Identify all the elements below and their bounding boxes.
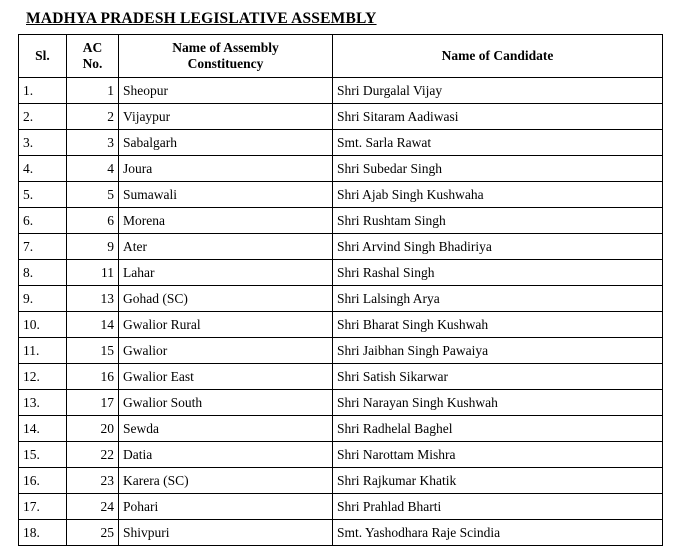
cell-sl: 9. xyxy=(19,286,67,312)
cell-candidate: Shri Bharat Singh Kushwah xyxy=(333,312,663,338)
cell-sl: 17. xyxy=(19,494,67,520)
cell-ac-no: 23 xyxy=(67,468,119,494)
cell-ac-no: 25 xyxy=(67,520,119,546)
cell-sl: 1. xyxy=(19,78,67,104)
cell-candidate: Shri Arvind Singh Bhadiriya xyxy=(333,234,663,260)
column-header-candidate: Name of Candidate xyxy=(333,35,663,78)
cell-ac-no: 11 xyxy=(67,260,119,286)
cell-ac-no: 4 xyxy=(67,156,119,182)
cell-candidate: Shri Jaibhan Singh Pawaiya xyxy=(333,338,663,364)
cell-constituency: Morena xyxy=(119,208,333,234)
table-header xyxy=(19,35,663,78)
table-row xyxy=(19,468,663,494)
table-row xyxy=(19,130,663,156)
table-row xyxy=(19,416,663,442)
cell-sl: 2. xyxy=(19,104,67,130)
column-header-ac-line2: No. xyxy=(82,56,103,71)
cell-ac-no: 17 xyxy=(67,390,119,416)
cell-constituency: Shivpuri xyxy=(119,520,333,546)
cell-candidate: Smt. Yashodhara Raje Scindia xyxy=(333,520,663,546)
table-row xyxy=(19,260,663,286)
table-row xyxy=(19,208,663,234)
cell-constituency: Lahar xyxy=(119,260,333,286)
cell-sl: 13. xyxy=(19,390,67,416)
candidates-table xyxy=(18,34,663,546)
cell-candidate: Shri Rushtam Singh xyxy=(333,208,663,234)
cell-ac-no: 2 xyxy=(67,104,119,130)
cell-ac-no: 15 xyxy=(67,338,119,364)
cell-constituency: Joura xyxy=(119,156,333,182)
cell-sl: 8. xyxy=(19,260,67,286)
column-header-constituency-line2: Constituency xyxy=(187,56,264,71)
cell-ac-no: 9 xyxy=(67,234,119,260)
cell-ac-no: 20 xyxy=(67,416,119,442)
cell-candidate: Shri Prahlad Bharti xyxy=(333,494,663,520)
cell-candidate: Shri Rashal Singh xyxy=(333,260,663,286)
cell-ac-no: 13 xyxy=(67,286,119,312)
table-row xyxy=(19,78,663,104)
cell-sl: 12. xyxy=(19,364,67,390)
cell-ac-no: 22 xyxy=(67,442,119,468)
cell-ac-no: 3 xyxy=(67,130,119,156)
column-header-ac-no xyxy=(67,35,119,78)
cell-constituency: Vijaypur xyxy=(119,104,333,130)
cell-candidate: Shri Narottam Mishra xyxy=(333,442,663,468)
cell-sl: 15. xyxy=(19,442,67,468)
cell-candidate: Shri Subedar Singh xyxy=(333,156,663,182)
cell-constituency: Sabalgarh xyxy=(119,130,333,156)
table-row xyxy=(19,338,663,364)
column-header-constituency-line1: Name of Assembly xyxy=(172,40,279,56)
cell-constituency: Gwalior East xyxy=(119,364,333,390)
cell-sl: 3. xyxy=(19,130,67,156)
cell-constituency: Gohad (SC) xyxy=(119,286,333,312)
cell-sl: 10. xyxy=(19,312,67,338)
cell-constituency: Gwalior Rural xyxy=(119,312,333,338)
cell-candidate: Shri Ajab Singh Kushwaha xyxy=(333,182,663,208)
cell-candidate: Shri Rajkumar Khatik xyxy=(333,468,663,494)
table-body xyxy=(19,78,663,546)
page-title: MADHYA PRADESH LEGISLATIVE ASSEMBLY xyxy=(26,10,377,27)
table-row xyxy=(19,520,663,546)
cell-constituency: Pohari xyxy=(119,494,333,520)
table-row xyxy=(19,390,663,416)
cell-candidate: Shri Sitaram Aadiwasi xyxy=(333,104,663,130)
table-row xyxy=(19,104,663,130)
table-row xyxy=(19,494,663,520)
cell-ac-no: 24 xyxy=(67,494,119,520)
cell-constituency: Sumawali xyxy=(119,182,333,208)
column-header-ac-line1: AC xyxy=(82,40,103,56)
table-row xyxy=(19,182,663,208)
cell-candidate: Shri Satish Sikarwar xyxy=(333,364,663,390)
table-header-row xyxy=(19,35,663,78)
table-row xyxy=(19,156,663,182)
cell-candidate: Shri Radhelal Baghel xyxy=(333,416,663,442)
cell-ac-no: 5 xyxy=(67,182,119,208)
cell-ac-no: 1 xyxy=(67,78,119,104)
cell-constituency: Sewda xyxy=(119,416,333,442)
table-row xyxy=(19,364,663,390)
cell-candidate: Smt. Sarla Rawat xyxy=(333,130,663,156)
table-row xyxy=(19,442,663,468)
column-header-constituency xyxy=(119,35,333,78)
cell-constituency: Ater xyxy=(119,234,333,260)
cell-sl: 4. xyxy=(19,156,67,182)
cell-sl: 7. xyxy=(19,234,67,260)
cell-constituency: Karera (SC) xyxy=(119,468,333,494)
column-header-sl: Sl. xyxy=(19,35,67,78)
cell-candidate: Shri Durgalal Vijay xyxy=(333,78,663,104)
table-row xyxy=(19,312,663,338)
cell-sl: 11. xyxy=(19,338,67,364)
cell-sl: 16. xyxy=(19,468,67,494)
cell-ac-no: 16 xyxy=(67,364,119,390)
cell-sl: 14. xyxy=(19,416,67,442)
cell-candidate: Shri Lalsingh Arya xyxy=(333,286,663,312)
cell-constituency: Gwalior xyxy=(119,338,333,364)
cell-sl: 18. xyxy=(19,520,67,546)
cell-constituency: Gwalior South xyxy=(119,390,333,416)
cell-sl: 5. xyxy=(19,182,67,208)
cell-sl: 6. xyxy=(19,208,67,234)
cell-ac-no: 6 xyxy=(67,208,119,234)
table-row xyxy=(19,286,663,312)
cell-candidate: Shri Narayan Singh Kushwah xyxy=(333,390,663,416)
cell-ac-no: 14 xyxy=(67,312,119,338)
cell-constituency: Datia xyxy=(119,442,333,468)
cell-constituency: Sheopur xyxy=(119,78,333,104)
table-row xyxy=(19,234,663,260)
